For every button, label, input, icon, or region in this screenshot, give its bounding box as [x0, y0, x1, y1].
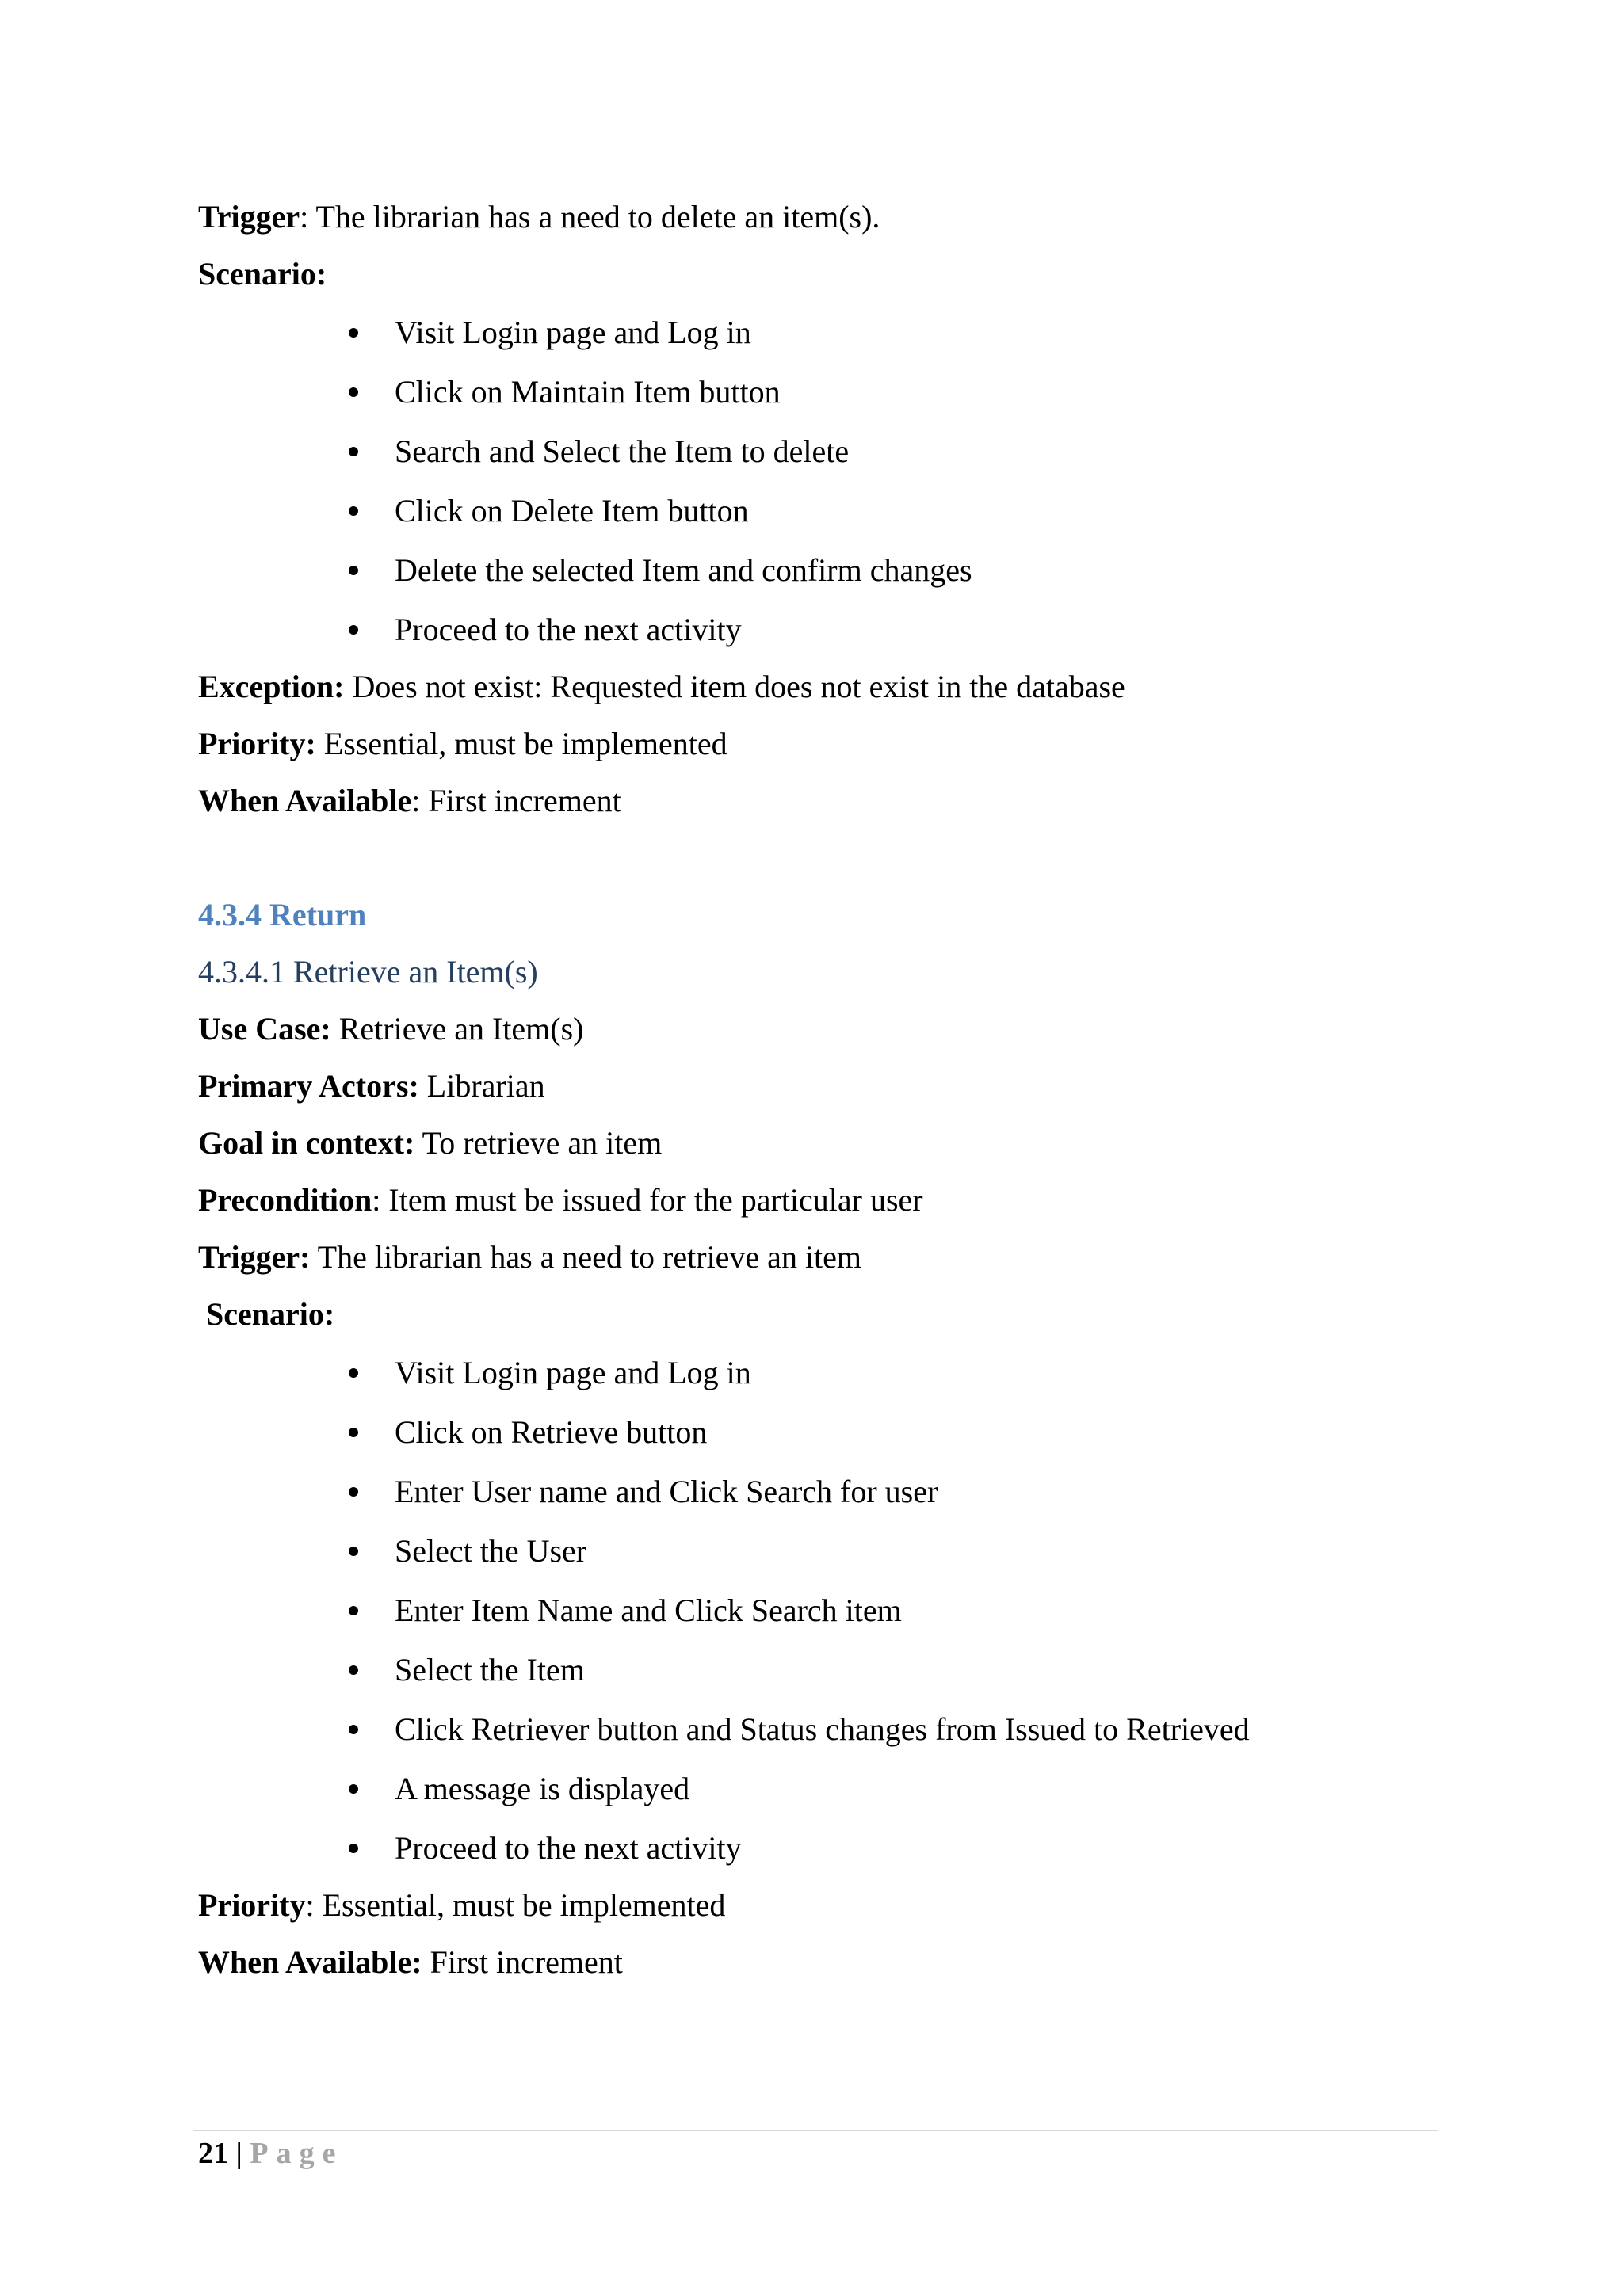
bullet-dot-icon	[349, 1725, 358, 1734]
bullet-dot-icon	[349, 387, 358, 397]
page-footer	[198, 2134, 343, 2172]
field-precondition: Precondition: Item must be issued for the particular user	[198, 1182, 923, 1218]
bullet-dot-icon	[349, 1665, 358, 1675]
bullet-dot-icon	[349, 1844, 358, 1853]
footer-divider	[193, 2130, 1438, 2131]
page-word: Page	[250, 2137, 344, 2170]
field-use-case: Use Case: Retrieve an Item(s)	[198, 1011, 584, 1047]
bullet-dot-icon	[349, 1487, 358, 1497]
subsection-heading: 4.3.4.1 Retrieve an Item(s)	[198, 954, 538, 990]
field-goal-in-context: Goal in context: To retrieve an item	[198, 1125, 663, 1161]
bullet-dot-icon	[349, 328, 358, 338]
bullet-dot-icon	[349, 1547, 358, 1556]
bullet-dot-icon	[349, 1606, 358, 1615]
footer-separator: |	[228, 2137, 250, 2170]
field-when-available-2: When Available: First increment	[198, 1944, 623, 1980]
bullet-dot-icon	[349, 1784, 358, 1794]
bullet-dot-icon	[349, 447, 358, 456]
field-trigger: Trigger: The librarian has a need to delete an item(s).	[198, 199, 880, 235]
bullet-dot-icon	[349, 566, 358, 575]
bullet-dot-icon	[349, 625, 358, 635]
bullet-dot-icon	[349, 506, 358, 516]
page-number: 21	[198, 2137, 228, 2170]
bullet-dot-icon	[349, 1428, 358, 1437]
field-trigger-2: Trigger: The librarian has a need to retrieve an item	[198, 1239, 862, 1275]
field-when-available: When Available: First increment	[198, 783, 621, 818]
field-priority: Priority: Essential, must be implemented	[198, 726, 727, 761]
field-priority-2: Priority: Essential, must be implemented	[198, 1887, 726, 1923]
field-primary-actors: Primary Actors: Librarian	[198, 1068, 545, 1104]
section-heading: 4.3.4 Return	[198, 897, 367, 933]
document-page: Trigger: The librarian has a need to delete an item(s). Scenario: Visit Login page and Log in Click on Maintain Item button Search and Select the Item to delete Click on Delete Item button Delete the selected Item and confirm changes Proceed to the next activity Exception: Does not exist: Requested item does not exist in the database Priority: Essential, must be implemented When Available: First increment 4.3.4 Return 4.3.4.1 Retrieve an Item(s) Use Case: Retrieve an Item(s) Primary Actors: Librarian Goal in context: To retrieve an item Precondition: Item must be issued for the particular user Trigger: The librarian has a need to retrieve an item Scenario: Visit Login page and Log in Click on Retrieve button Enter User name and Click Search for user Select the User Enter Item Name and Click Search item Select the Item Click Retriever button and Status changes from Issued to Retrieved A message is displayed Proceed to the next activity Priority: Essential, must be implemented When Available: First increment 21 | Page	[0, 0, 1623, 2296]
field-exception: Exception: Does not exist: Requested item does not exist in the database	[198, 669, 1125, 704]
field-scenario-2: Scenario:	[206, 1296, 335, 1332]
bullet-dot-icon	[349, 1368, 358, 1378]
field-scenario: Scenario:	[198, 256, 327, 292]
